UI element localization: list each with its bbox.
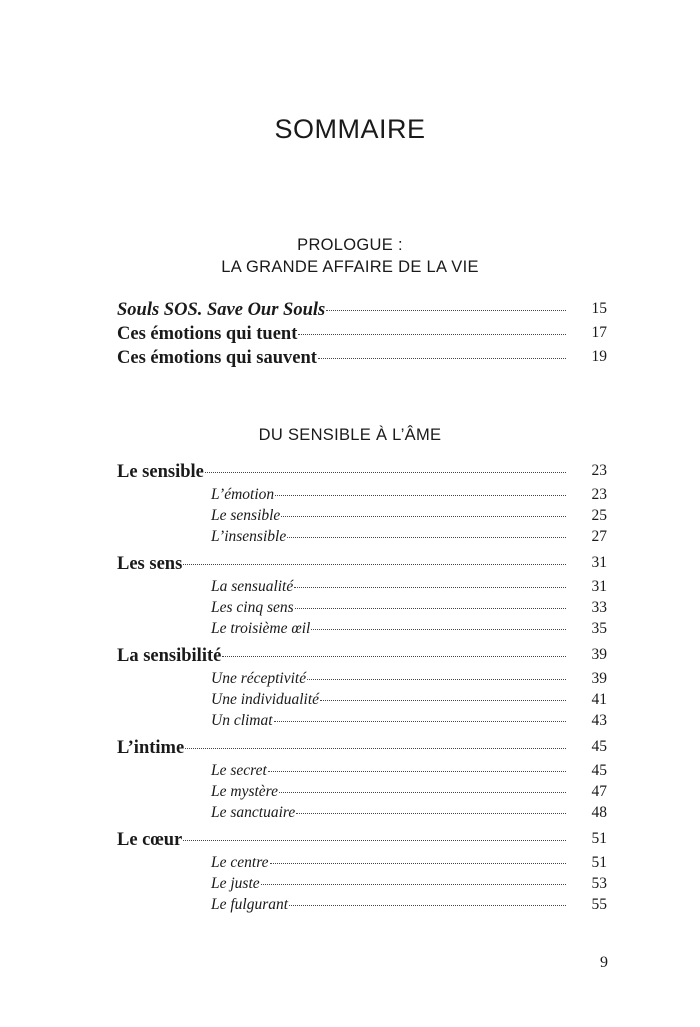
page-number: 55 [591, 896, 607, 913]
chapter-entries [117, 462, 607, 917]
dot-leader [261, 883, 566, 885]
entry-title: Un climat [211, 712, 273, 729]
dot-leader [326, 309, 566, 311]
dot-leader [270, 862, 566, 864]
toc-chapter[interactable] [117, 830, 607, 854]
section-heading-prologue [0, 234, 700, 278]
entry-title: Le juste [211, 875, 260, 892]
page-number: 35 [591, 620, 607, 637]
entry-title: Une réceptivité [211, 670, 307, 687]
dot-leader [320, 699, 566, 701]
entry-title: Le sensible [211, 507, 281, 524]
entry-title: Le fulgurant [211, 896, 289, 913]
dot-leader [307, 678, 566, 680]
dot-leader [295, 607, 566, 609]
page-title: SOMMAIRE [274, 114, 426, 144]
entry-title: Le cœur [117, 830, 183, 850]
entry-title: Ces émotions qui tuent [117, 324, 298, 344]
toc-subentry[interactable] [117, 691, 607, 712]
entry-title: Le troisième œil [211, 620, 311, 637]
toc-subentry[interactable] [117, 507, 607, 528]
toc-subentry[interactable] [117, 599, 607, 620]
toc-subentry[interactable] [117, 486, 607, 507]
dot-leader [296, 812, 566, 814]
dot-leader [281, 515, 566, 517]
toc-entry[interactable] [117, 300, 607, 324]
toc-subentry[interactable] [117, 578, 607, 599]
page-number: 19 [591, 348, 607, 365]
page-number: 47 [591, 783, 607, 800]
dot-leader [298, 333, 566, 335]
section-heading-line: PROLOGUE : [297, 236, 403, 254]
page-number: 33 [591, 599, 607, 616]
dot-leader [287, 536, 566, 538]
dot-leader [318, 357, 566, 359]
page-number: 25 [591, 507, 607, 524]
section-heading-line: DU SENSIBLE À L’ÂME [258, 426, 442, 444]
dot-leader [268, 770, 566, 772]
page-number: 23 [591, 462, 607, 479]
toc-entry[interactable] [117, 324, 607, 348]
toc-subentry[interactable] [117, 854, 607, 875]
dot-leader [185, 747, 566, 749]
page-number: 23 [591, 486, 607, 503]
entry-title: La sensibilité [117, 646, 222, 666]
page-number: 31 [591, 578, 607, 595]
toc-chapter[interactable] [117, 554, 607, 578]
entry-title: La sensualité [211, 578, 294, 595]
toc-subentry[interactable] [117, 804, 607, 825]
page-number: 45 [591, 762, 607, 779]
entry-title: L’insensible [211, 528, 287, 545]
entry-title: Le sensible [117, 462, 204, 482]
entry-title: Le sanctuaire [211, 804, 296, 821]
page-number: 17 [591, 324, 607, 341]
dot-leader [183, 563, 566, 565]
entry-title: Ces émotions qui sauvent [117, 348, 317, 368]
dot-leader [294, 586, 566, 588]
dot-leader [274, 720, 566, 722]
entry-title: Le secret [211, 762, 267, 779]
toc-subentry[interactable] [117, 528, 607, 549]
page-number: 31 [591, 554, 607, 571]
page-number: 53 [591, 875, 607, 892]
page-number: 39 [591, 646, 607, 663]
toc-subentry[interactable] [117, 670, 607, 691]
entry-title: Une individualité [211, 691, 320, 708]
entry-title: Souls SOS. Save Our Souls [117, 300, 326, 320]
toc-subentry[interactable] [117, 875, 607, 896]
section-heading-du-sensible [0, 424, 700, 446]
page-number: 41 [591, 691, 607, 708]
entry-title: Les sens [117, 554, 183, 574]
toc-subentry[interactable] [117, 712, 607, 733]
page-number: 27 [591, 528, 607, 545]
entry-title: Les cinq sens [211, 599, 294, 616]
page-number: 43 [591, 712, 607, 729]
dot-leader [311, 628, 566, 630]
entry-title: Le centre [211, 854, 269, 871]
page-number: 51 [591, 830, 607, 847]
dot-leader [205, 471, 566, 473]
entry-title: L’émotion [211, 486, 275, 503]
dot-leader [222, 655, 566, 657]
entry-title: Le mystère [211, 783, 279, 800]
prologue-entries [117, 300, 607, 372]
dot-leader [275, 494, 566, 496]
page-number: 48 [591, 804, 607, 821]
page-number: 15 [591, 300, 607, 317]
section-heading-line: LA GRANDE AFFAIRE DE LA VIE [221, 258, 479, 276]
toc-entry[interactable] [117, 348, 607, 372]
dot-leader [183, 839, 566, 841]
toc-subentry[interactable] [117, 620, 607, 641]
toc-chapter[interactable] [117, 462, 607, 486]
page-number: 39 [591, 670, 607, 687]
entry-title: L’intime [117, 738, 185, 758]
page-number: 45 [591, 738, 607, 755]
toc-chapter[interactable] [117, 738, 607, 762]
toc-chapter[interactable] [117, 646, 607, 670]
toc-subentry[interactable] [117, 783, 607, 804]
page-number: 51 [591, 854, 607, 871]
dot-leader [279, 791, 566, 793]
toc-subentry[interactable] [117, 762, 607, 783]
toc-subentry[interactable] [117, 896, 607, 917]
page-folio: 9 [600, 954, 608, 971]
dot-leader [289, 904, 566, 906]
